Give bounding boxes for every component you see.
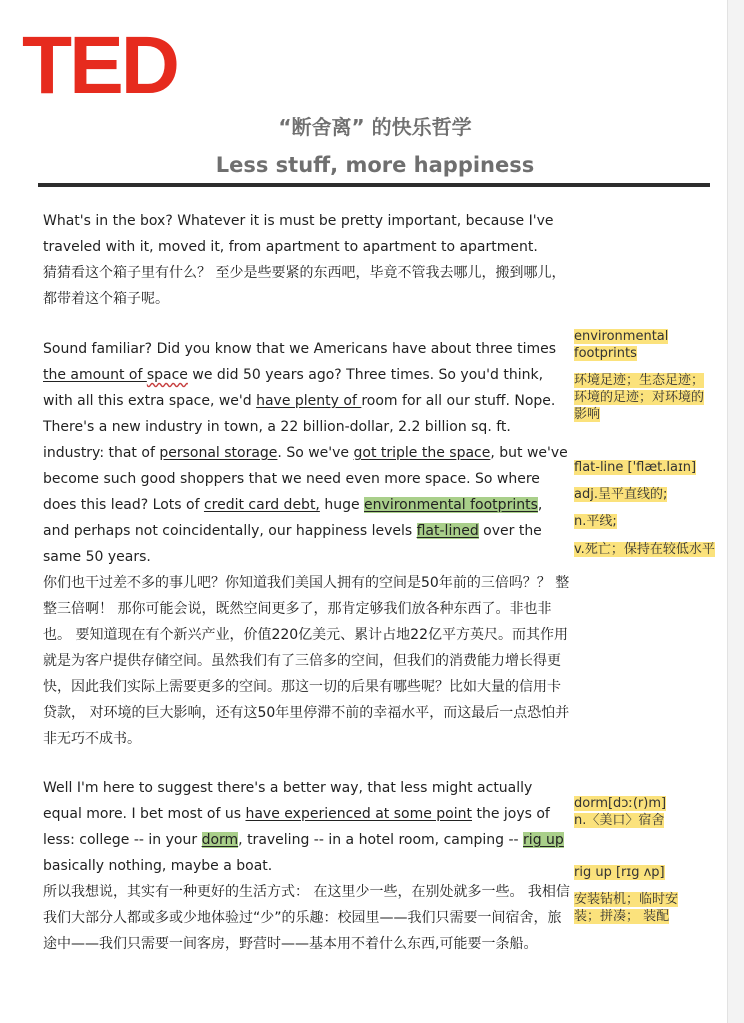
underlined-phrase: personal storage xyxy=(159,445,278,461)
text-run: room for all our stuff. Nope. There's a new industry in town, a 22 billion-dollar, 2.2 billion sq. ft. industry: that of xyxy=(43,393,556,461)
note-dorm-definition[interactable]: n.〈美口〉宿舍 xyxy=(574,813,665,828)
title-chinese: “断舍离” 的快乐哲学 xyxy=(278,115,472,139)
note-rig-up-definition[interactable]: 安装钻机；临时安装；拼凑； 装配 xyxy=(574,892,679,924)
underlined-phrase: the amount of xyxy=(43,367,147,383)
note-rig-up-term[interactable]: rig up [rɪg ʌp] xyxy=(574,865,665,880)
title-english: Less stuff, more happiness xyxy=(215,153,535,177)
note-flat-line-noun[interactable]: n.平线; xyxy=(574,514,617,529)
paragraph-3 xyxy=(43,775,573,957)
text-run: , but we've become such good shoppers that we need even more space. So where does this lead? Lots of xyxy=(43,445,568,513)
paragraph-2 xyxy=(43,336,573,752)
paragraph-2-english xyxy=(43,336,573,570)
highlighted-phrase-environmental-footprints[interactable]: environmental footprints xyxy=(364,497,538,513)
highlighted-word-dorm[interactable]: dorm xyxy=(201,832,239,848)
text-run: , and perhaps not coincidentally, our happiness levels xyxy=(43,497,543,539)
title-divider xyxy=(38,183,710,187)
text-run: Well I'm here to suggest there's a better way, that less might actually equal more. I bet most of us xyxy=(43,780,533,822)
paragraph-2-chinese: 你们也干过差不多的事儿吧？你知道我们美国人拥有的空间是50年前的三倍吗？？ 整整三倍啊！ 那你可能会说，既然空间更多了，那肯定够我们放各种东西了。非也非也。 要知道现在有个新兴产业，价值220亿美元、累计占地22亿平方英尺。而其作用就是为客户提供存储空间。虽然我们有了三倍多的空间，但我们的消费能力增长得更快，因此我们实际上需要更多的空间。那这一切的后果有哪些呢？比如大量的信用卡贷款， 对环境的巨大影响，还有这50年里停滞不前的幸福水平，而这最后一点恐怕并非无巧不成书。 xyxy=(43,575,570,747)
text-run: Sound familiar? Did you know that we Americans have about three times xyxy=(43,341,557,357)
note-flat-line-verb[interactable]: v.死亡；保持在较低水平 xyxy=(574,542,715,557)
note-dorm-term[interactable]: dorm[dɔː(r)m] xyxy=(574,796,667,811)
paragraph-3-chinese: 所以我想说，其实有一种更好的生活方式： 在这里少一些，在别处就多一些。 我相信我们大部分人都或多或少地体验过“少”的乐趣：校园里——我们只需要一间宿舍，旅途中——我们只需要一间客房，野营时——基本用不着什么东西,可能要一条船。 xyxy=(43,884,570,952)
underlined-phrase: have plenty of xyxy=(256,393,362,409)
note-flat-line-term[interactable]: flat-line ['flæt.laɪn] xyxy=(574,460,697,475)
note-environmental-term[interactable]: environmental footprints xyxy=(574,329,669,361)
underlined-phrase: have experienced at some point xyxy=(245,806,472,822)
underlined-phrase: got triple the space xyxy=(353,445,491,461)
ted-logo: TED xyxy=(22,20,177,111)
note-flat-line-adj[interactable]: adj.呈平直线的; xyxy=(574,487,668,502)
underlined-phrase: credit card debt, xyxy=(203,497,320,513)
text-run: the joys of less: college -- in your xyxy=(43,806,550,848)
paragraph-3-english xyxy=(43,775,573,879)
underlined-phrase-wavy: space xyxy=(146,367,188,383)
highlighted-phrase-rig-up[interactable]: rig up xyxy=(523,832,564,848)
page-edge-scrollbar[interactable] xyxy=(727,0,744,1023)
paragraph-1-chinese: 猜猜看这个箱子里有什么？ 至少是些要紧的东西吧，毕竟不管我去哪儿，搬到哪儿，都带着这个箱子呢。 xyxy=(43,265,566,307)
paragraph-1-english: What's in the box? Whatever it is must be pretty important, because I've traveled with it, moved it, from apartment to apartment to apartment. xyxy=(43,213,554,255)
text-run: huge xyxy=(319,497,365,513)
text-run: . So we've xyxy=(277,445,354,461)
text-run: over the same 50 years. xyxy=(43,523,542,565)
note-environmental-definition[interactable]: 环境足迹；生态足迹；环境的足迹；对环境的影响 xyxy=(574,373,705,422)
text-run: we did 50 years ago? Three times. So you'd think, with all this extra space, we'd xyxy=(43,367,544,409)
text-run: basically nothing, maybe a boat. xyxy=(43,858,273,874)
paragraph-1 xyxy=(43,208,573,312)
highlighted-phrase-flat-lined[interactable]: flat-lined xyxy=(416,523,479,539)
text-run: , traveling -- in a hotel room, camping -- xyxy=(238,832,524,848)
